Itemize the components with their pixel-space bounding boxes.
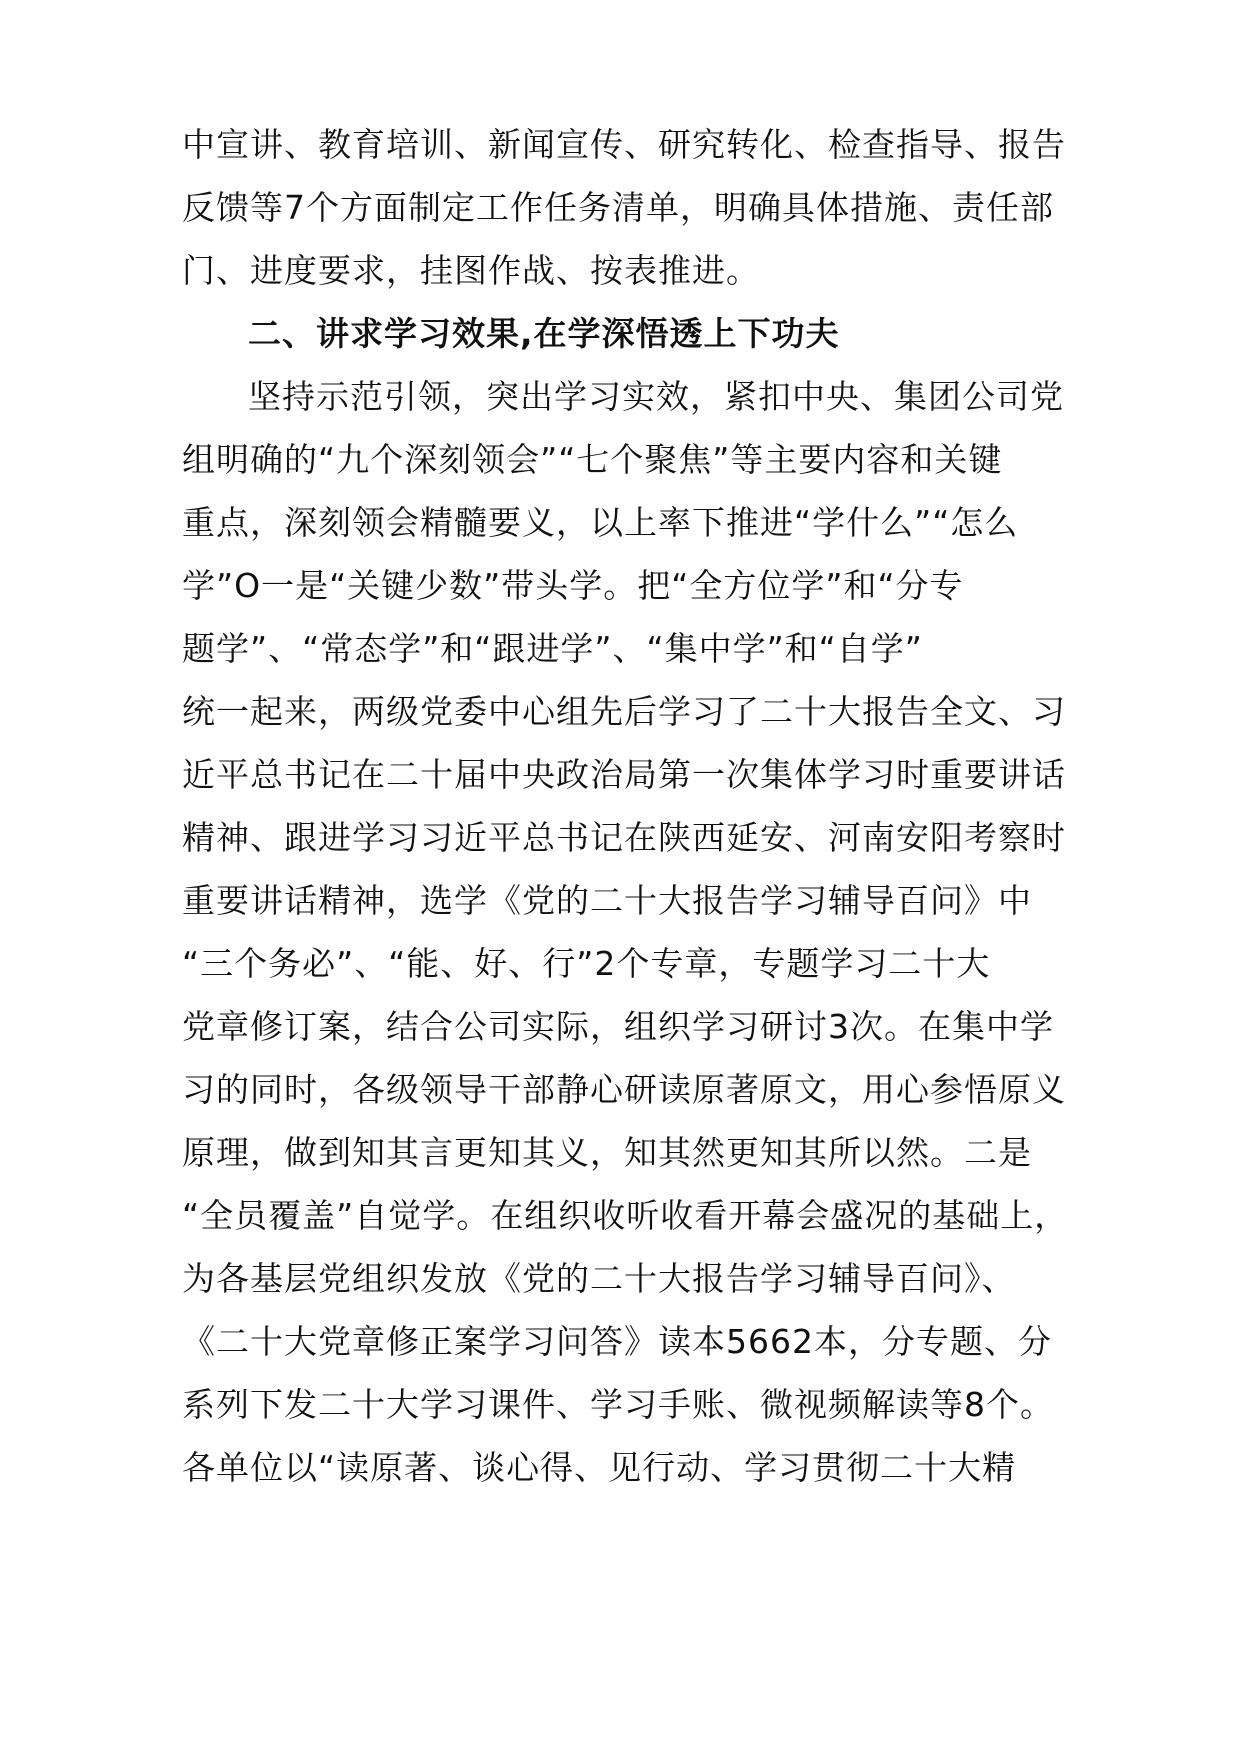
text-line: 为各基层党组织发放《党的二十大报告学习辅导百问》、 — [182, 1259, 1016, 1298]
text-line: 题学”、“常态学”和“跟进学”、“集中学”和“自学” — [182, 629, 923, 668]
text-line: 门、进度要求，挂图作战、按表推进。 — [182, 251, 760, 290]
text-line: 重要讲话精神，选学《党的二十大报告学习辅导百问》中 — [182, 881, 1032, 920]
text-line: 近平总书记在二十届中央政治局第一次集体学习时重要讲话 — [182, 755, 1066, 794]
text-line: 各单位以“读原著、谈心得、见行动、学习贯彻二十大精 — [182, 1448, 1017, 1487]
text-line: 学”O一是“关键少数”带头学。把“全方位学”和“分专 — [182, 566, 964, 605]
text-line: 中宣讲、教育培训、新闻宣传、研究转化、检查指导、报告 — [182, 125, 1066, 164]
text-line: 党章修订案，结合公司实际，组织学习研讨3次。在集中学 — [182, 1007, 1054, 1046]
text-line: 原理，做到知其言更知其义，知其然更知其所以然。二是 — [182, 1133, 1032, 1172]
text-line: “三个务必”、“能、好、行”2个专章，专题学习二十大 — [182, 944, 991, 983]
text-line: 系列下发二十大学习课件、学习手账、微视频解读等8个。 — [182, 1385, 1054, 1424]
text-line: 反馈等7个方面制定工作任务清单，明确具体措施、责任部 — [182, 188, 1054, 227]
text-line: 组明确的“九个深刻领会”“七个聚焦”等主要内容和关键 — [182, 440, 1003, 479]
text-line: 统一起来，两级党委中心组先后学习了二十大报告全文、习 — [182, 692, 1066, 731]
text-line: 重点，深刻领会精髓要义，以上率下推进“学什么”“怎么 — [182, 503, 1019, 542]
text-line: 《二十大党章修正案学习问答》读本5662本，分专题、分 — [182, 1322, 1052, 1361]
text-line: “全员覆盖”自觉学。在组织收听收看开幕会盛况的基础上， — [182, 1196, 1069, 1235]
text-line: 精神、跟进学习习近平总书记在陕西延安、河南安阳考察时 — [182, 818, 1066, 857]
section-heading: 二、讲求学习效果,在学深悟透上下功夫 — [248, 314, 840, 353]
text-line: 坚持示范引领，突出学习实效，紧扣中央、集团公司党 — [248, 377, 1064, 416]
text-line: 习的同时，各级领导干部静心研读原著原文，用心参悟原义 — [182, 1070, 1066, 1109]
